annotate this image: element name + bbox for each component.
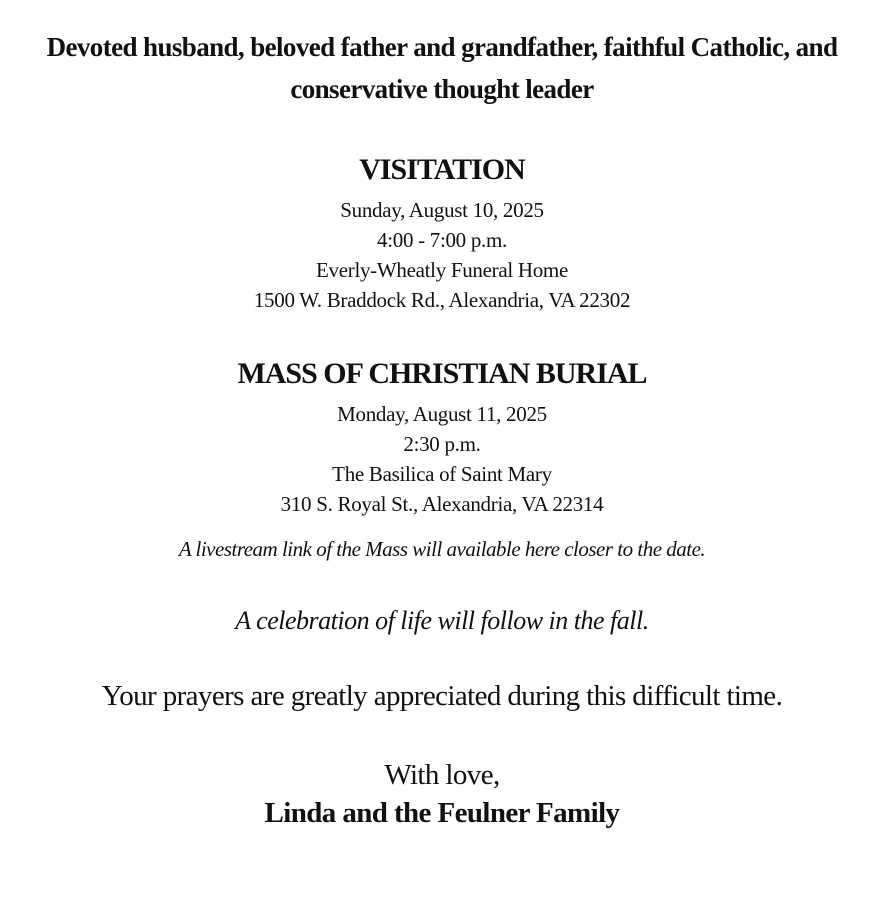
visitation-section (0, 153, 884, 315)
closing-signature: Linda and the Feulner Family (264, 797, 620, 829)
prayers-note: Your prayers are greatly appreciated during this difficult time. (101, 680, 783, 712)
mass-venue: The Basilica of Saint Mary (332, 462, 552, 486)
celebration-note: A celebration of life will follow in the fall. (235, 606, 649, 635)
visitation-date: Sunday, August 10, 2025 (340, 198, 544, 222)
tagline-line-2: conservative thought leader (290, 74, 594, 104)
mass-section (0, 357, 884, 519)
tagline-line-1: Devoted husband, beloved father and grandfather, faithful Catholic, and (46, 32, 838, 62)
mass-title: MASS OF CHRISTIAN BURIAL (237, 357, 647, 390)
visitation-venue: Everly-Wheatly Funeral Home (316, 258, 568, 282)
mass-date: Monday, August 11, 2025 (337, 402, 547, 426)
mass-time: 2:30 p.m. (403, 432, 481, 456)
livestream-note: A livestream link of the Mass will available here closer to the date. (178, 537, 706, 561)
visitation-address: 1500 W. Braddock Rd., Alexandria, VA 22302 (253, 288, 631, 312)
closing (0, 756, 884, 832)
visitation-title: VISITATION (359, 153, 525, 186)
tagline (0, 26, 884, 110)
closing-salutation: With love, (384, 759, 500, 791)
visitation-time: 4:00 - 7:00 p.m. (377, 228, 507, 252)
mass-address: 310 S. Royal St., Alexandria, VA 22314 (280, 492, 604, 516)
